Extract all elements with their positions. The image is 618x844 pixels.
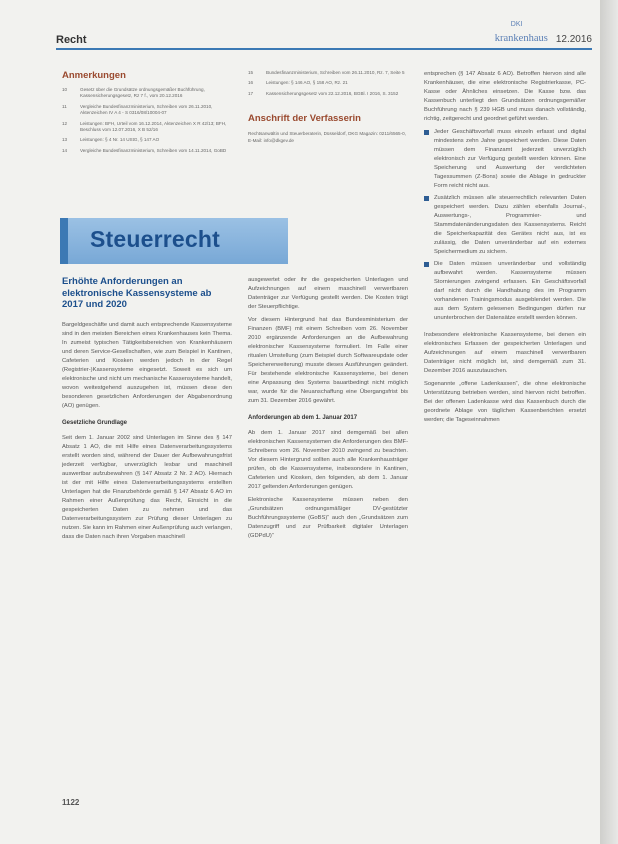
section-title: Recht	[56, 34, 87, 46]
paragraph: Bargeldgeschäfte und damit auch entsprechende Kassensysteme sind in den meisten Bereichen eines Krankenhauses kein Thema. In zumeist typischen Tätigkeitsbereichen von Krankenhäusern und deren Service-Gesellschaften, wie zum Beispiel in Kantinen, Cafeterien und Kiosken werden jedoch in der Regel (Registrier-)Kassensysteme eingesetzt. Soweit es sich um elektronische und nicht um mechanische Kassensysteme handelt, wovon weitestgehend auszugehen ist, müssen diese den besonderen gesetzlichen Anforderungen der Abgabenordnung (AO) genügen.	[62, 321, 232, 409]
logo-wordmark: krankenhaus	[494, 33, 548, 44]
note-item: 13 Leistungen: § 4 Nr. 14 UStG, § 147 AO	[62, 137, 160, 143]
page-edge-shadow	[600, 0, 618, 844]
issue-date: 12.2016	[555, 34, 592, 45]
authors-address: Rechtsanwältin und Steuerberaterin, Düsseldorf, DKG Magazin: 0211/6565-0, E-Mail: info@dkgev.de	[248, 131, 406, 144]
article-column-3	[424, 70, 586, 429]
subheading: Gesetzliche Grundlage	[62, 419, 128, 426]
section-banner	[60, 218, 288, 264]
note-item: 17 Kassensicherungsgesetz vom 22.12.2016, BGBl. I 2016, S. 3152	[248, 90, 399, 96]
paragraph: entsprechen (§ 147 Absatz 6 AO). Betroffen hiervon sind alle Krankenhäuser, die eine elektronische Registrierkasse, PC-Kasse oder Ähnliches einsetzen. Die Kasse bzw. das Kassenbuch unterliegt den Grundsätzen ordnungsgemäßer Buchführung nach § 239 HGB und muss danach vollständig, richtig, zeitgerecht und geordnet geführt werden.	[424, 71, 586, 122]
note-item: 11 Vergleiche Bundesfinanzministerium, Schreiben vom 26.11.2010, Aktenzeichen IV A 4 - S 0316/08/10004-07	[62, 103, 213, 116]
requirements-list	[424, 128, 586, 323]
column-3-body	[424, 70, 586, 425]
paragraph: Elektronische Kassensysteme müssen neben den „Grundsätzen ordnungsmäßiger DV-gestützter Buchführungssysteme (GoBS)“ auch den „Grundsätzen zum Datenzugriff und zur Prüfbarkeit digitaler Unterlagen (GDPdU)“	[248, 497, 408, 539]
paragraph: Vor diesem Hintergrund hat das Bundesministerium der Finanzen (BMF) mit einem Schreiben vom 26. November 2010 ergänzende Anforderungen an die Aufbewahrung elektronischer Kassensysteme formuliert. Im Falle einer ritualen Umstellung (zum Beispiel durch Softwareupdate oder Speichererweiterung) musste dieses Ausführungen geändert. Für bestehende elektronische Kassensysteme, bei denen eine Anpassung des Systems bauartbedingt nicht möglich war, wurde für die Neuanschaffung eine Übergangsfrist bis zum 31. Dezember 2016 gewährt.	[248, 317, 408, 404]
paragraph: Sogenannte „offene Ladenkassen“, die ohne elektronische Unterstützung betrieben werden, sind hiervon nicht betroffen. Bei der offenen Ladenkasse wird das Kassenbuch durch die geordnete Ablage von täglichen Kassenberichten ersetzt werden; die Tageseinnahmen	[424, 381, 586, 423]
column-2-body	[248, 276, 408, 541]
authors-heading: Anschrift der Verfasserin	[248, 113, 361, 125]
note-item: 10 Gesetz über die Grundsätze ordnungsgemäßer Buchführung, Kassensicherungsgesetz, Rz 7 f., vom 20.12.2016	[62, 87, 205, 99]
logo-mark-icon: DKI	[510, 21, 523, 28]
bullet-square-icon	[424, 196, 429, 201]
paragraph: Ab dem 1. Januar 2017 sind demgemäß bei allen elektronischen Kassensystemen die Anforderungen des BMF-Schreibens vom 26. November 2010 zwingend zu beachten. Vor diesem Hintergrund sollten auch alle Krankenhausträger prüfen, ob die Kassensysteme, insbesondere in Kantinen, Cafeterien und Kiosken, den folgenden, ab dem 1. Januar 2017 geltenden Anforderungen genügen.	[248, 430, 408, 490]
page-header	[56, 21, 592, 46]
list-item: Zusätzlich müssen alle steuerrechtlich relevanten Daten gespeichert werden. Dazu zählen ebenfalls Journal-, Auswertungs-, Programmier- und Stammdatenänderungsdaten des Kassensystems. Reicht die Speicherkapazität des Gerätes nicht aus, ist es zulässig, die Daten unveränderbar auf ein externes Speichermedium zu sichern.	[424, 194, 586, 257]
note-item: 15 Bundesfinanzministerium, Schreiben vom 26.11.2010, Rz. 7, Seite 5	[248, 70, 405, 75]
paragraph: Insbesondere elektronische Kassensysteme, bei denen ein elektronisches Erfassen der gespeicherten Unterlagen und Aufzeichnungen auf einem maschinell verwertbaren Datenträger nicht möglich ist, sind demgemäß zum 31. Dezember 2016 auszutauschen.	[424, 332, 586, 374]
subheading: Anforderungen ab dem 1. Januar 2017	[248, 415, 358, 421]
bullet-square-icon	[424, 130, 429, 135]
article-title: Erhöhte Anforderungen an elektronische Kassensysteme ab 2017 und 2020	[62, 276, 212, 310]
notes-left-column	[62, 70, 240, 158]
magazine-logo	[494, 21, 548, 46]
note-item: 16 Leistungen: § 146 AO, § 158 AO, Rz. 21	[248, 80, 348, 86]
bullet-square-icon	[424, 262, 429, 267]
note-item: 12 Leistungen: BFH, Urteil vom 16.12.2014, Aktenzeichen X R 42/13; BFH, Beschluss vom 12.07.2016, X B 52/16	[62, 120, 227, 133]
notes-right-column	[248, 70, 408, 144]
article-column-2	[248, 276, 408, 545]
column-1-body	[62, 321, 232, 542]
page-number: 1122	[62, 798, 80, 807]
header-rule	[56, 48, 592, 50]
list-item: Die Daten müssen unveränderbar und vollständig aufbewahrt werden. Kassensysteme müssen Stornierungen zwingend erfassen. Ein Geschäftsvorfall darf nicht durch die Handhabung des im Programm vorhandenen Trainingsmodus ausgeblendet werden. Die aus dem System gelesenen Bedingungen dürfen nur ununterbrochen der Datensätze erstellt werden können.	[424, 260, 586, 323]
article-column-1	[62, 276, 232, 546]
banner-tag	[60, 218, 68, 264]
note-item: 14 Vergleiche Bundesfinanzministerium, Schreiben vom 14.11.2014, GoBD	[62, 147, 227, 153]
list-item: Jeder Geschäftsvorfall muss einzeln erfasst und digital mindestens zehn Jahre gespeichert werden. Diese Daten müssen dem Finanzamt jederzeit unverzüglich elektronisch zur Verfügung gestellt werden können. Eine Speicherung und Auswertung der verdichteten Tagessummen (Z-Bons) sowie die Ablage in gedruckter Form reicht nicht aus.	[424, 128, 586, 191]
banner-title: Steuerrecht	[90, 226, 221, 252]
notes-list-left	[62, 87, 240, 154]
paragraph: Seit dem 1. Januar 2002 sind Unterlagen im Sinne des § 147 Absatz 1 AO, die mit Hilfe eines Datenverarbeitungssystems erstellt worden sind, während der Dauer der Aufbewahrungsfrist jederzeit verfügbar, unverzüglich lesbar und maschinell auswertbar aufzubewahren (§ 147 Absatz 2 Nr. 2 AO). Hiernach ist der mit Hilfe eines Datenverarbeitungssystems erstellten Unterlagen hat die Finanzbehörde gemäß § 147 Absatz 6 AO im Rahmen einer Außenprüfung das Recht, Einsicht in die gespeicherten Daten zu nehmen und das Datenverarbeitungssystem zur Prüfung dieser Unterlagen zu nutzen. Sie kann im Rahmen einer Außenprüfung auch verlangen, dass die Daten nach ihren Vorgaben maschinell	[62, 434, 232, 540]
paragraph: ausgewertet oder ihr die gespeicherten Unterlagen und Aufzeichnungen auf einem maschinell verwertbaren Datenträger zur Verfügung gestellt werden. Die Kosten trägt der Steuerpflichtige.	[248, 277, 408, 310]
notes-list-right	[248, 70, 408, 97]
header-right	[494, 21, 592, 46]
notes-heading: Anmerkungen	[62, 70, 126, 81]
